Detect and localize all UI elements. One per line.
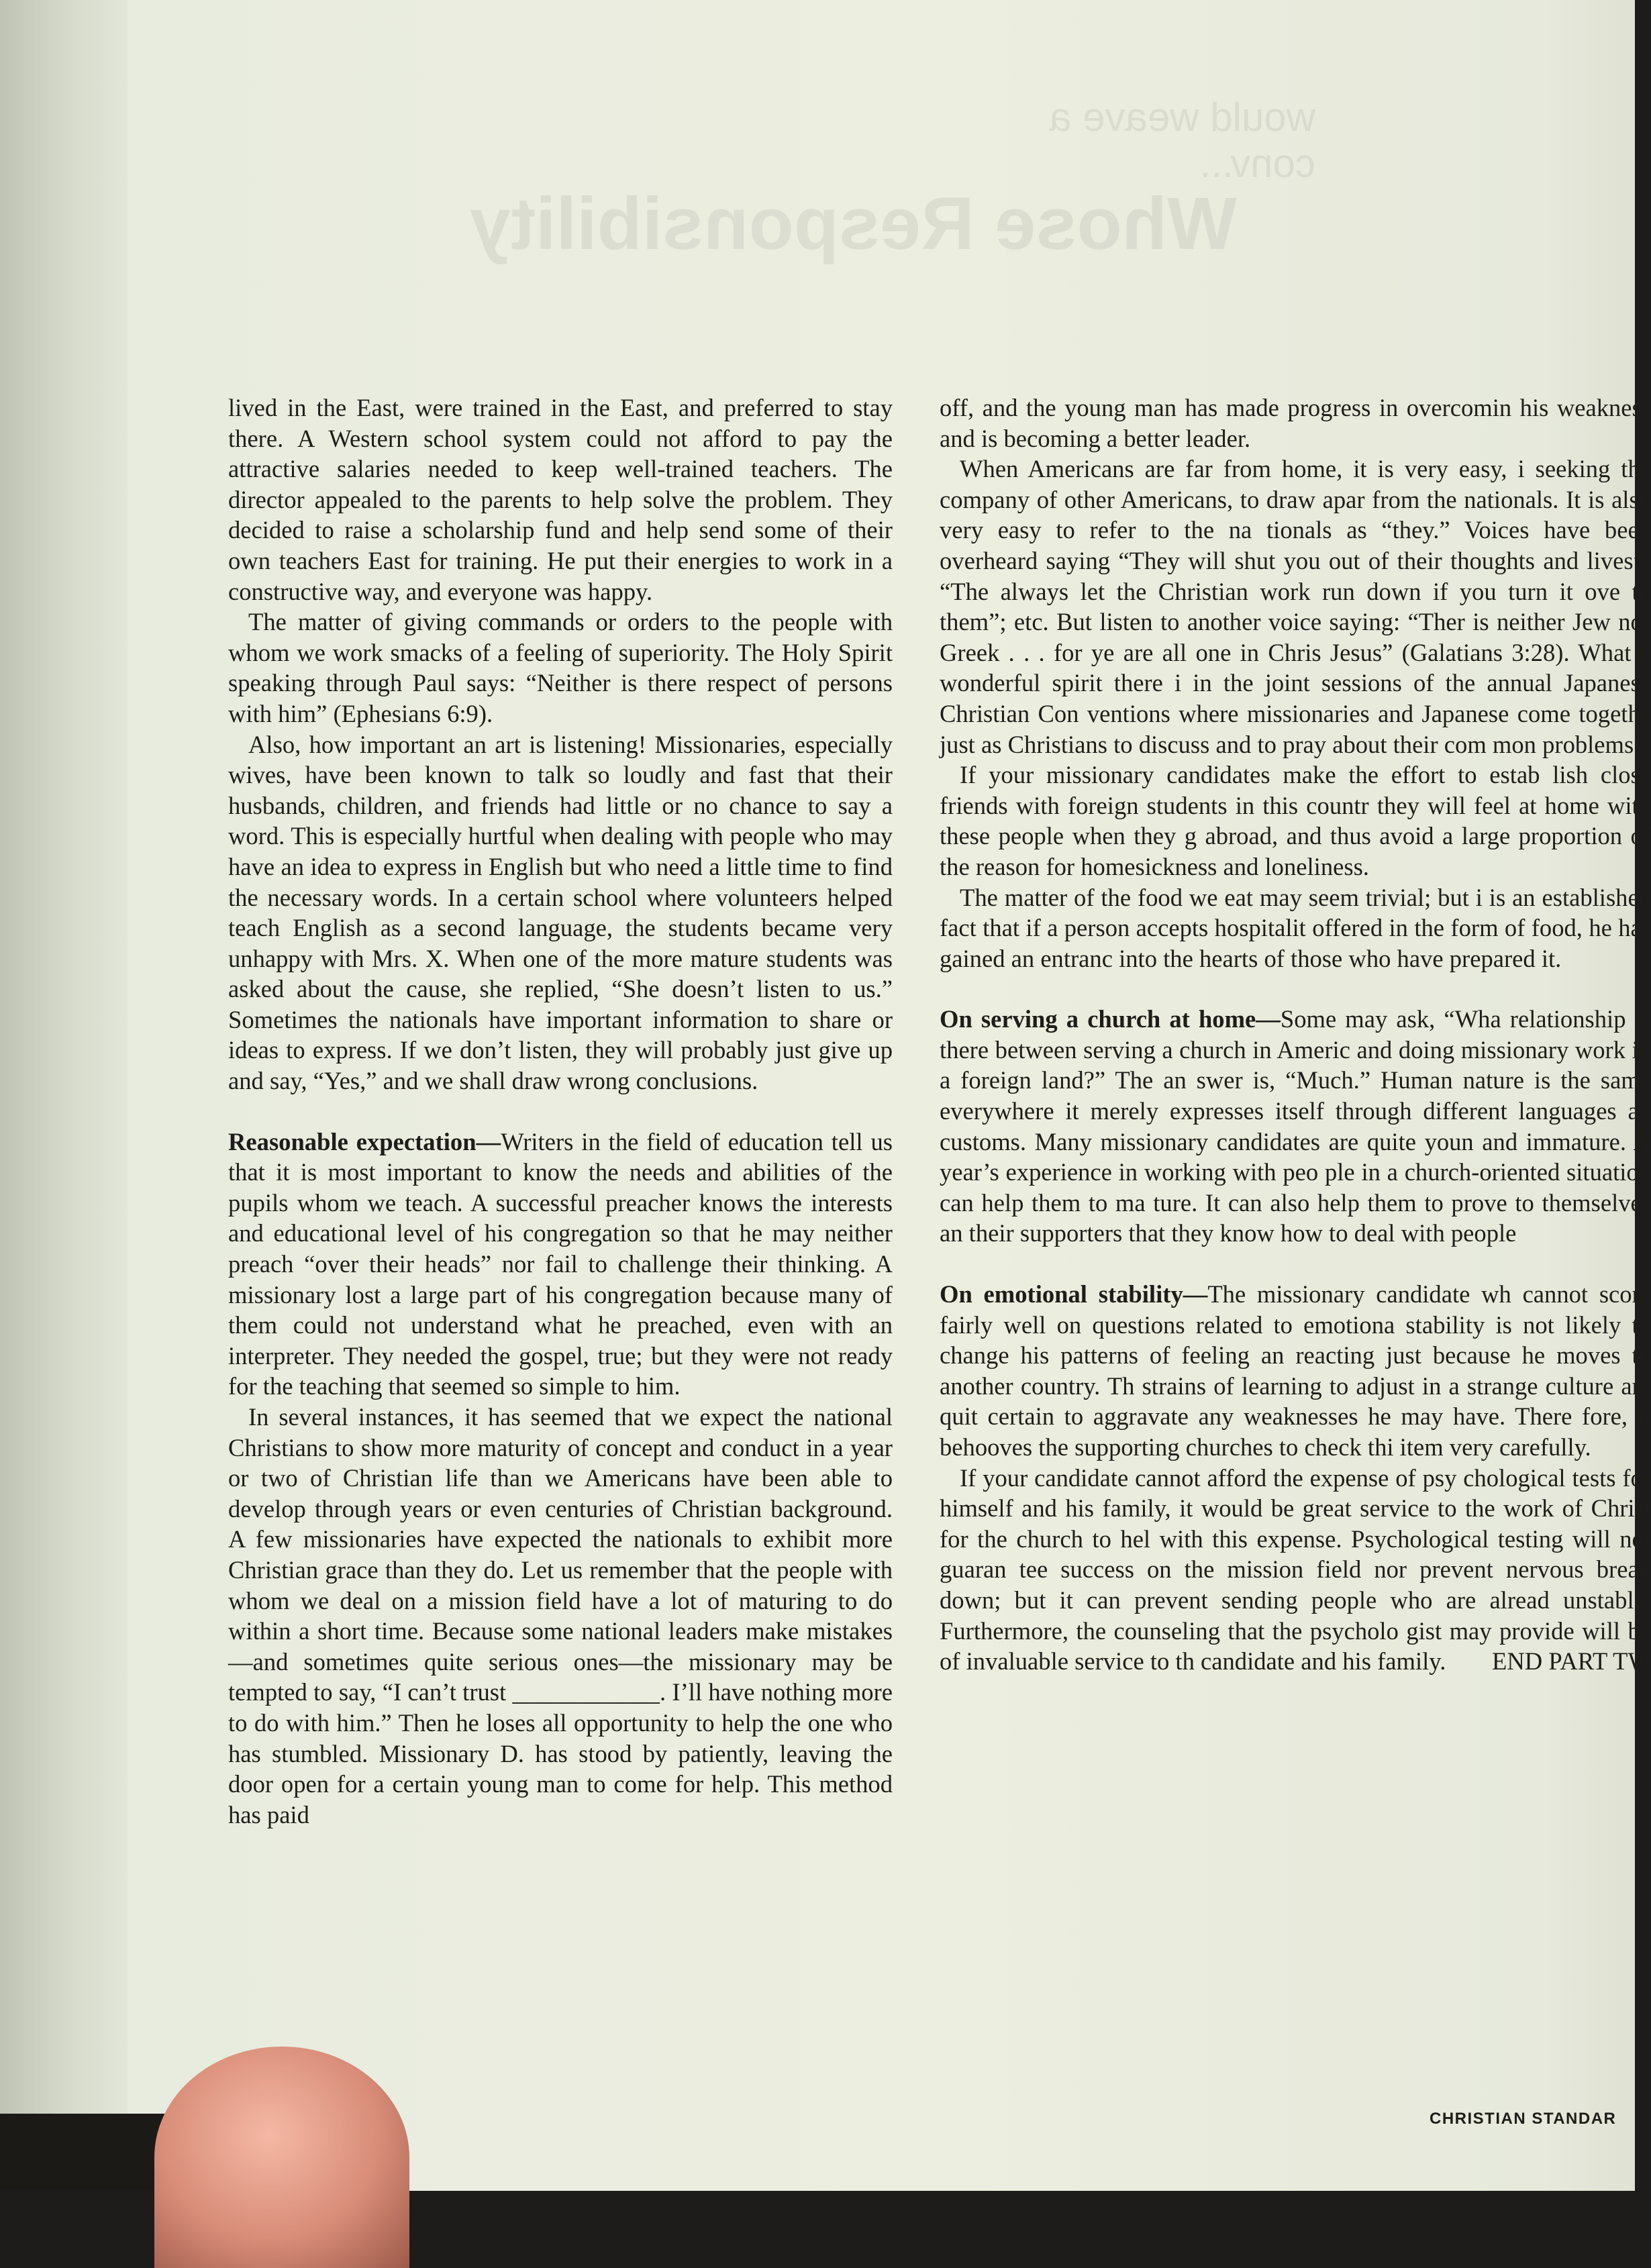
section-heading-reasonable-expectation: Reasonable expectation— bbox=[228, 1127, 501, 1155]
right-paragraph-7-text: If your candidate cannot afford the expense of psy chological tests for himself and his family, it would be great service to the work of Christ for the church to hel with this expense. Psychological testing will not guaran tee success on the mission field nor prevent nervous break down; but it can prevent sending people who are alread unstable. Furthermore, the counseling that the psycholo gist may provide will be of invaluable service to th candidate and his family. bbox=[940, 1463, 1651, 1676]
section-heading-serving-church: On serving a church at home— bbox=[940, 1005, 1281, 1033]
section-body-emotional-stability: The missionary candidate wh cannot score fairly well on questions related to emotiona stability is not likely to change his patterns of feeling an reacting just because he moves to another country. Th strains of learning to adjust in a strange culture are quit certain to aggravate any weaknesses he may have. There fore, it behooves the supporting churches to check thi item very carefully. bbox=[940, 1280, 1651, 1461]
right-paragraph-serving-church bbox=[940, 1004, 1651, 1249]
left-paragraph-5: In several instances, it has seemed that we expect the national Christians to show more maturity of concept and conduct in a year or two of Christian life than we Americans have been able to develop through years or even centuries of Christian background. A few missionaries have expected the nationals to exhibit more Christian grace than they do. Let us remember that the people with whom we deal on a mission field have a lot of maturing to do within a short time. Because some national leaders make mistakes—and sometimes quite serious ones—the missionary may be tempted to say, “I can’t trust ____________. I’ll have nothing more to do with him.” Then he loses all opportunity to help the one who has stumbled. Missionary D. has stood by patiently, leaving the door open for a certain young man to come for help. This method has paid bbox=[228, 1403, 893, 1828]
right-paragraph-2: When Americans are far from home, it is very easy, i seeking the company of other Americans, to draw apar from the nationals. It is also very easy to refer to the na tionals as “they.” Voices have been overheard saying “They will shut you out of their thoughts and lives”; “The always let the Christian work run down if you turn it ove to them”; etc. But listen to another voice saying: “Ther is neither Jew nor Greek . . . for ye are all one in Chris Jesus” (Galatians 3:28). What a wonderful spirit there i in the joint sessions of the annual Japanese Christian Con ventions where missionaries and Japanese come togethe just as Christians to discuss and to pray about their com mon problems! bbox=[940, 455, 1651, 758]
publication-footer: CHRISTIAN STANDAR bbox=[1430, 2110, 1617, 2128]
left-paragraph-reasonable-expectation bbox=[228, 1127, 893, 1402]
section-body-reasonable-expectation: Writers in the field of education tell us that it is most important to know the needs and abilities of the pupils whom we teach. A successful preacher knows the interests and educational level of his congregation so that he may neither preach “over their heads” nor fail to challenge their thinking. A missionary lost a large part of his congregation because many of them could not understand what he preached, even with an interpreter. They needed the gospel, true; but they were not ready for the teaching that seemed so simple to him. bbox=[228, 1127, 893, 1400]
section-heading-emotional-stability: On emotional stability— bbox=[940, 1280, 1208, 1308]
left-paragraph-2: The matter of giving commands or orders to the people with whom we work smacks of a feeling of superiority. The Holy Spirit speaking through Paul says: “Neither is there respect of persons with him” (Ephesians 6:9). bbox=[228, 608, 893, 727]
end-part-label: END PART TW bbox=[1492, 1647, 1651, 1676]
right-paragraph-7 bbox=[940, 1463, 1651, 1677]
right-paragraph-4: The matter of the food we eat may seem trivial; but i is an established fact that if a person accepts hospitalit offered in the form of food, he has gained an entranc into the hearts of those who have prepared it. bbox=[940, 883, 1651, 972]
bleed-through-title: Whose Responsibility would weave a conv... bbox=[470, 95, 1315, 265]
left-paragraph-1: lived in the East, were trained in the East, and preferred to stay there. A Western school system could not afford to pay the attractive salaries needed to keep well-trained teachers. The director appealed to the parents to help solve the problem. They decided to raise a scholarship fund and help send some of their own teachers East for training. He put their energies to work in a constructive way, and everyone was happy. bbox=[228, 394, 893, 605]
right-paragraph-3: If your missionary candidates make the effort to estab lish close friends with foreign students in this countr they will feel at home with these people when they g abroad, and thus avoid a large proportion of the reason for homesickness and loneliness. bbox=[940, 761, 1651, 880]
right-column bbox=[940, 393, 1651, 1677]
right-paragraph-emotional-stability bbox=[940, 1279, 1651, 1463]
thumb-image bbox=[154, 2047, 409, 2268]
section-body-serving-church: Some may ask, “Wha relationship is there between serving a church in Americ and doing missionary work in a foreign land?” The an swer is, “Much.” Human nature is the same everywhere it merely expresses itself through different languages an customs. Many missionary candidates are quite youn and immature. A year’s experience in working with peo ple in a church-oriented situation can help them to ma ture. It can also help them to prove to themselves an their supporters that they know how to deal with people bbox=[940, 1005, 1651, 1247]
right-paragraph-1: off, and the young man has made progress in overcomin his weakness and is becoming a better leader. bbox=[940, 394, 1651, 452]
left-paragraph-3: Also, how important an art is listening! Missionaries, especially wives, have been known to talk so loudly and fast that their husbands, children, and friends had little or no chance to say a word. This is especially hurtful when dealing with people who may have an idea to express in English but who need a little time to find the necessary words. In a certain school where volunteers helped teach English as a second language, the students became very unhappy with Mrs. X. When one of the more mature students was asked about the cause, she replied, “She doesn’t listen to us.” Sometimes the nationals have important information to share or ideas to express. If we don’t listen, they will probably just give up and say, “Yes,” and we shall draw wrong conclusions. bbox=[228, 730, 893, 1095]
left-column bbox=[228, 393, 893, 1830]
page-gutter-shadow bbox=[0, 0, 128, 2191]
